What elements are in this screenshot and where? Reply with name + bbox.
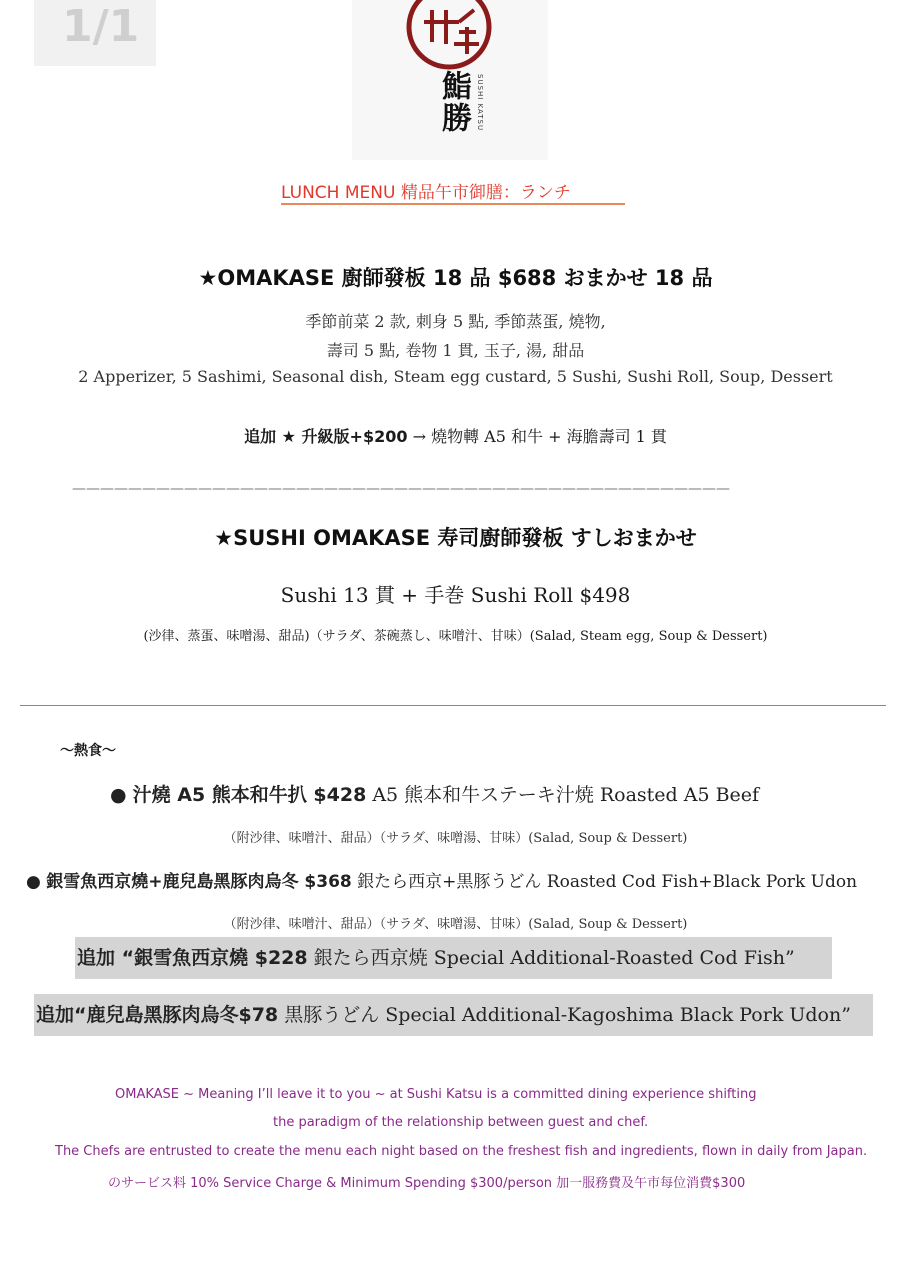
addon-desc: 銀たら西京焼 Special Additional-Roasted Cod Fish” bbox=[307, 947, 795, 969]
footer-line: the paradigm of the relationship between guest and chef. bbox=[273, 1115, 649, 1130]
footer-line: OMAKASE ~ Meaning I’ll leave it to you ~ at Sushi Katsu is a committed dining experience shifting bbox=[115, 1087, 757, 1102]
omakase-title: ★OMAKASE 廚師發板 18 品 $688 おまかせ 18 品 bbox=[198, 266, 713, 290]
omakase-upgrade bbox=[0, 424, 911, 447]
service-charge-note: のサービス料 10% Service Charge & Minimum Spending $300/person 加一服務費及午市每位消費$300 bbox=[108, 1176, 746, 1191]
omakase-desc-english: 2 Apperizer, 5 Sashimi, Seasonal dish, Steam egg custard, 5 Sushi, Sushi Roll, Soup, Dessert bbox=[78, 367, 833, 386]
addon-item bbox=[34, 994, 873, 1036]
section-divider-dashes: ——————————————————————————————————————————————— bbox=[72, 481, 730, 497]
item-sides: （附沙律、味噌汁、甜品）（サラダ、味噌湯、甘味）(Salad, Soup & Dessert) bbox=[223, 831, 688, 846]
menu-item bbox=[110, 780, 759, 807]
addon-item bbox=[75, 937, 832, 979]
logo-roman-text: SUSHI KATSU bbox=[476, 74, 484, 132]
lunch-menu-title: LUNCH MENU 精品午市御膳：ランチ bbox=[281, 183, 571, 203]
hot-section-label: ～熱食～ bbox=[60, 743, 116, 759]
addon-desc: 黒豚うどん Special Additional-Kagoshima Black Pork Udon” bbox=[278, 1004, 851, 1026]
bullet-icon: ● bbox=[110, 784, 127, 806]
addon-name: 追加“鹿兒島黑豚肉烏冬$78 bbox=[36, 1004, 279, 1026]
menu-item bbox=[26, 867, 857, 892]
item-desc: 銀たら西京+黒豚うどん Roasted Cod Fish+Black Pork Udon bbox=[351, 872, 858, 892]
upgrade-label: 追加 ★ 升級版+$200 bbox=[244, 427, 408, 446]
title-underline bbox=[281, 203, 625, 205]
sushi-omakase-price: Sushi 13 貫 + 手巻 Sushi Roll $498 bbox=[280, 583, 631, 607]
logo-emblem-icon bbox=[404, 0, 494, 72]
logo-kanji: 鮨勝 bbox=[436, 70, 471, 134]
sushi-omakase-title: ★SUSHI OMAKASE 寿司廚師發板 すしおまかせ bbox=[214, 526, 697, 550]
omakase-desc-line: 壽司 5 點, 卷物 1 貫, 玉子, 湯, 甜品 bbox=[326, 341, 585, 360]
item-name: 汁燒 A5 熊本和牛扒 $428 bbox=[132, 784, 367, 806]
item-name: 銀雪魚西京燒+鹿兒島黑豚肉烏冬 $368 bbox=[46, 872, 352, 892]
omakase-desc-line: 季節前菜 2 款, 刺身 5 點, 季節蒸蛋, 燒物, bbox=[305, 312, 606, 331]
item-desc: A5 熊本和牛ステーキ汁焼 Roasted A5 Beef bbox=[366, 784, 760, 806]
footer-line: The Chefs are entrusted to create the menu each night based on the freshest fish and ingredients, flown in daily from Japan. bbox=[55, 1144, 868, 1159]
item-sides: （附沙律、味噌汁、甜品）（サラダ、味噌湯、甘味）(Salad, Soup & Dessert) bbox=[223, 917, 688, 932]
addon-name: 追加 “銀雪魚西京燒 $228 bbox=[77, 947, 308, 969]
sushi-omakase-sides: (沙律、蒸蛋、味噌湯、甜品)（サラダ、茶碗蒸し、味噌汁、甘味）(Salad, Steam egg, Soup & Dessert) bbox=[143, 629, 768, 644]
section-divider bbox=[20, 705, 886, 706]
bullet-icon: ● bbox=[26, 872, 41, 892]
upgrade-desc: → 燒物轉 A5 和牛 + 海膽壽司 1 貫 bbox=[412, 427, 667, 446]
page-indicator: 1/1 bbox=[34, 0, 156, 66]
